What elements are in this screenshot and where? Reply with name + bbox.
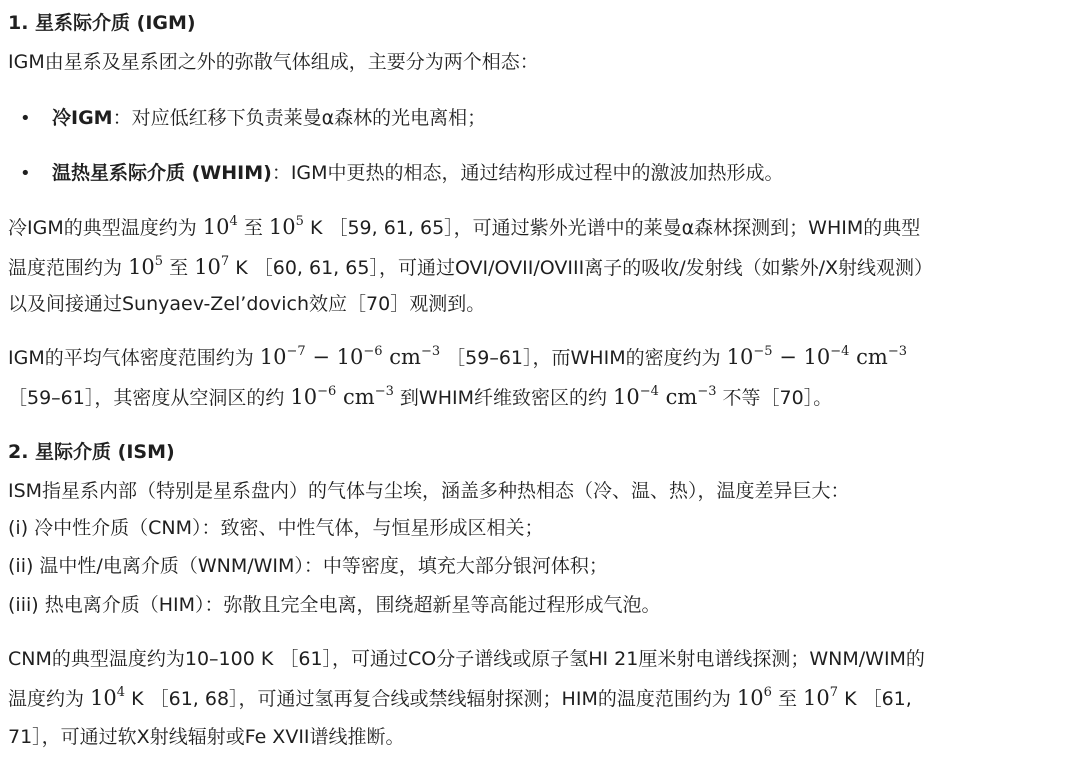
bullet-icon: • [20,108,31,129]
ism-temp-line-2 [8,685,912,712]
ism-temp-line-1: CNM的典型温度约为10–100 K ［61］，可通过CO分子谱线或原子氢HI 21厘米射电谱线探测；WNM/WIM的 [8,648,925,670]
text-span: K ［61, 68］，可通过氢再复合线或禁线辐射探测；HIM的温度范围约为 [131,688,731,710]
bullet-item-whim [20,160,784,187]
math-10-5: $10^5$ [128,254,164,279]
igm-temp-line-2 [8,254,933,281]
text-span: 不等［70］。 [722,387,833,409]
text-span: 到WHIM纤维致密区的约 [399,387,607,409]
section-heading-igm: 1. 星系际介质 (IGM) [8,12,196,34]
math-whim-density-range: $10^{-5} - 10^{-4}$ $cm^{-3}$ [726,344,907,369]
ism-item-him: (iii) 热电离介质（HIM）：弥散且完全电离，围绕超新星等高能过程形成气泡。 [8,594,661,616]
text-span: 至 [169,257,189,279]
bullet-item-cold-igm [20,105,486,132]
ism-item-wnm: (ii) 温中性/电离介质（WNM/WIM）：中等密度，填充大部分银河体积； [8,555,608,577]
bullet-term: 温热星系际介质 (WHIM) [52,162,272,184]
text-span: ［59–61］，而WHIM的密度约为 [446,347,721,369]
math-10-5: $10^5$ [268,214,304,239]
igm-density-line-2 [8,384,832,411]
math-density-range: $10^{-7} - 10^{-6}$ $cm^{-3}$ [259,344,441,369]
ism-item-cnm: (i) 冷中性介质（CNM）：致密、中性气体，与恒星形成区相关； [8,517,544,539]
bullet-term: 冷IGM [52,107,113,129]
section-heading-ism: 2. 星际介质 (ISM) [8,441,175,463]
text-span: K ［61, [844,688,912,710]
bullet-text: ：IGM中更热的相态，通过结构形成过程中的激波加热形成。 [271,162,784,184]
igm-intro: IGM由星系及星系团之外的弥散气体组成，主要分为两个相态： [8,51,539,73]
math-void-density: $10^{-6}$ $cm^{-3}$ [290,384,394,409]
text-span: ［59–61］，其密度从空洞区的约 [8,387,285,409]
text-span: 冷IGM的典型温度约为 [8,217,197,239]
math-10-4: $10^4$ [202,214,238,239]
text-span: IGM的平均气体密度范围约为 [8,347,254,369]
text-span: K ［59, 61, 65］，可通过紫外光谱中的莱曼α森林探测到；WHIM的典型 [309,217,921,239]
math-filament-density: $10^{-4}$ $cm^{-3}$ [613,384,717,409]
bullet-icon: • [20,163,31,184]
math-10-7: $10^7$ [194,254,230,279]
ism-temp-line-3: 71］，可通过软X射线辐射或Fe XVII谱线推断。 [8,726,405,748]
math-10-6: $10^6$ [736,685,772,710]
math-10-7: $10^7$ [803,685,839,710]
text-span: 至 [777,688,797,710]
ism-intro: ISM指星系内部（特别是星系盘内）的气体与尘埃，涵盖多种热相态（冷、温、热），温度差异巨大： [8,480,850,502]
igm-temp-line-3: 以及间接通过Sunyaev-Zel’dovich效应［70］观测到。 [8,293,486,315]
text-span: 温度范围约为 [8,257,123,279]
bullet-text: ：对应低红移下负责莱曼α森林的光电离相； [112,107,487,129]
text-span: K ［60, 61, 65］，可通过OVI/OVII/OVIII离子的吸收/发射线（如紫外/X射线观测） [235,257,934,279]
igm-temp-line-1 [8,214,920,241]
math-10-4: $10^4$ [90,685,126,710]
text-span: 至 [243,217,263,239]
text-span: 温度约为 [8,688,85,710]
igm-density-line-1 [8,344,907,371]
